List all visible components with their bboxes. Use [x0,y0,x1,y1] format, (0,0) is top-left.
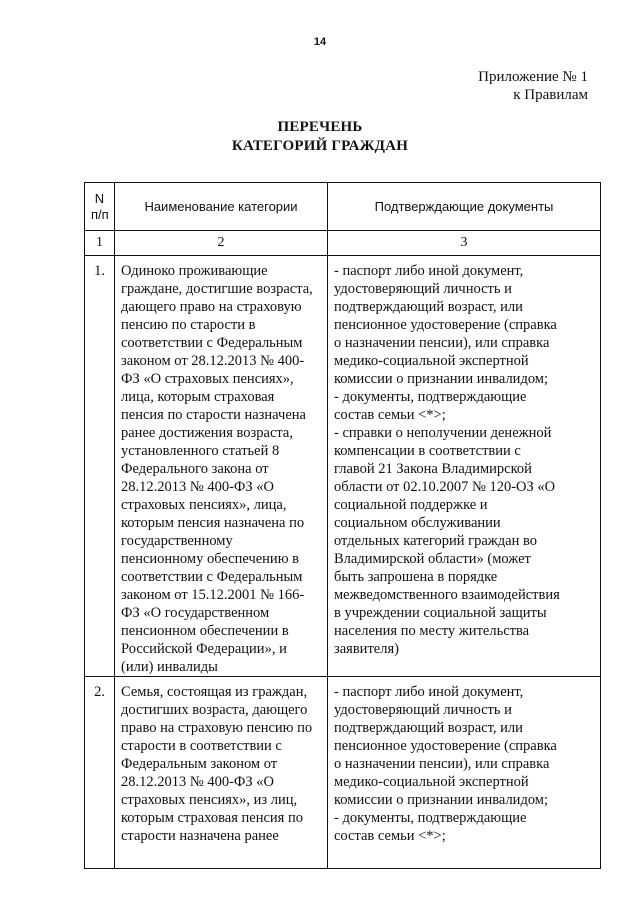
table-header-row [85,183,601,231]
category-text-line: ФЗ «О страховых пенсиях», [121,371,294,387]
category-text-line: пенсия по старости назначена [121,407,306,423]
document-text-line: подтверждающий возраст, или [334,720,523,736]
category-text-line: Российской Федерации», и [121,641,287,657]
document-text-line: в учреждении социальной защиты [334,605,547,621]
document-text-line: социальной поддержке и [334,497,488,513]
category-text-line: граждане, достигшие возраста, [121,281,313,297]
document-text-line: подтверждающий возраст, или [334,299,523,315]
category-text-line: старости в соответствии с [121,738,282,754]
title-line-2: КАТЕГОРИЙ ГРАЖДАН [231,138,409,154]
document-text-line: межведомственного взаимодействия [334,587,560,603]
category-text-line: которым страховая пенсия по [121,810,303,826]
appendix-line-1: Приложение № 1 [478,69,588,85]
document-text-line: о назначении пенсии), или справка [334,756,550,772]
document-text-line: удостоверяющий личность и [334,281,512,297]
document-text-line: комиссии о признании инвалидом; [334,371,548,387]
header-number-line-1: N [94,190,105,206]
document-text-line: населения по месту жительства [334,623,530,639]
category-text-line: пенсионному обеспечению в [121,551,300,567]
category-text-line: лица, которым страховая [121,389,275,405]
category-text-line: Одиноко проживающие [121,263,268,279]
document-text-line: отдельных категорий граждан во [334,533,537,549]
document-text-line: медико-социальной экспертной [334,774,529,790]
document-text-line: - паспорт либо иной документ, [334,684,524,700]
table-row [85,677,601,869]
document-text-line: главой 21 Закона Владимирской [334,461,532,477]
document-text-line: компенсации в соответствии с [334,443,521,459]
header-category: Наименование категории [115,183,328,231]
category-text-line: законом от 28.12.2013 № 400- [121,353,305,369]
document-text-line: Владимирской области» (может [334,551,531,567]
document-text-line: - документы, подтверждающие [334,389,527,405]
category-text-line: старости назначена ранее [121,828,279,844]
category-text-line: законом от 15.12.2001 № 166- [121,587,305,603]
category-text-line: Семья, состоящая из граждан, [121,684,308,700]
header-number [85,183,115,231]
title-line-1: ПЕРЕЧЕНЬ [277,119,363,135]
document-text-line: заявителя) [334,641,399,657]
document-text-line: о назначении пенсии), или справка [334,335,550,351]
document-text-line: состав семьи <*>; [334,407,446,423]
header-number-line-2: п/п [91,206,109,222]
document-text-line: быть запрошена в порядке [334,569,498,585]
appendix-line-2: к Правилам [513,87,588,103]
category-text-line: пенсионном обеспечении в [121,623,289,639]
appendix-reference [478,68,588,104]
category-text-line: право на страховую пенсию по [121,720,313,736]
category-text-line: Федеральным законом от [121,756,278,772]
category-text-line: государственному [121,533,233,549]
documents-cell [328,677,601,869]
category-text-line: дающего право на страховую [121,299,302,315]
categories-table [84,182,601,869]
documents-cell [328,256,601,677]
column-number: 3 [328,231,601,256]
document-text-line: пенсионное удостоверение (справка [334,317,557,333]
column-number: 2 [115,231,328,256]
category-text-line: соответствии с Федеральным [121,569,303,585]
document-text-line: области от 02.10.2007 № 120-ОЗ «О [334,479,556,495]
row-number: 2. [85,677,115,869]
category-text-line: ранее достижения возраста, [121,425,293,441]
column-number: 1 [85,231,115,256]
column-numbers-row [85,231,601,256]
document-text-line: удостоверяющий личность и [334,702,512,718]
document-text-line: - справки о неполучении денежной [334,425,552,441]
category-text-line: (или) инвалиды [121,659,218,675]
category-cell [115,677,328,869]
category-cell [115,256,328,677]
category-text-line: страховых пенсиях», из лиц, [121,792,298,808]
document-title [0,118,640,156]
category-text-line: 28.12.2013 № 400-ФЗ «О [121,479,274,495]
document-text-line: - документы, подтверждающие [334,810,527,826]
category-text-line: Федерального закона от [121,461,269,477]
document-text-line: пенсионное удостоверение (справка [334,738,557,754]
category-text-line: страховых пенсиях», лица, [121,497,287,513]
document-text-line: медико-социальной экспертной [334,353,529,369]
category-text-line: которым пенсия назначена по [121,515,305,531]
document-text-line: - паспорт либо иной документ, [334,263,524,279]
document-text-line: состав семьи <*>; [334,828,446,844]
table-row [85,256,601,677]
row-number: 1. [85,256,115,677]
category-text-line: соответствии с Федеральным [121,335,303,351]
document-text-line: социальном обслуживании [334,515,501,531]
page-number: 14 [313,36,327,48]
category-text-line: пенсию по старости в [121,317,256,333]
header-documents: Подтверждающие документы [328,183,601,231]
category-text-line: установленного статьей 8 [121,443,280,459]
category-text-line: 28.12.2013 № 400-ФЗ «О [121,774,274,790]
category-text-line: ФЗ «О государственном [121,605,270,621]
document-text-line: комиссии о признании инвалидом; [334,792,548,808]
category-text-line: достигших возраста, дающего [121,702,308,718]
